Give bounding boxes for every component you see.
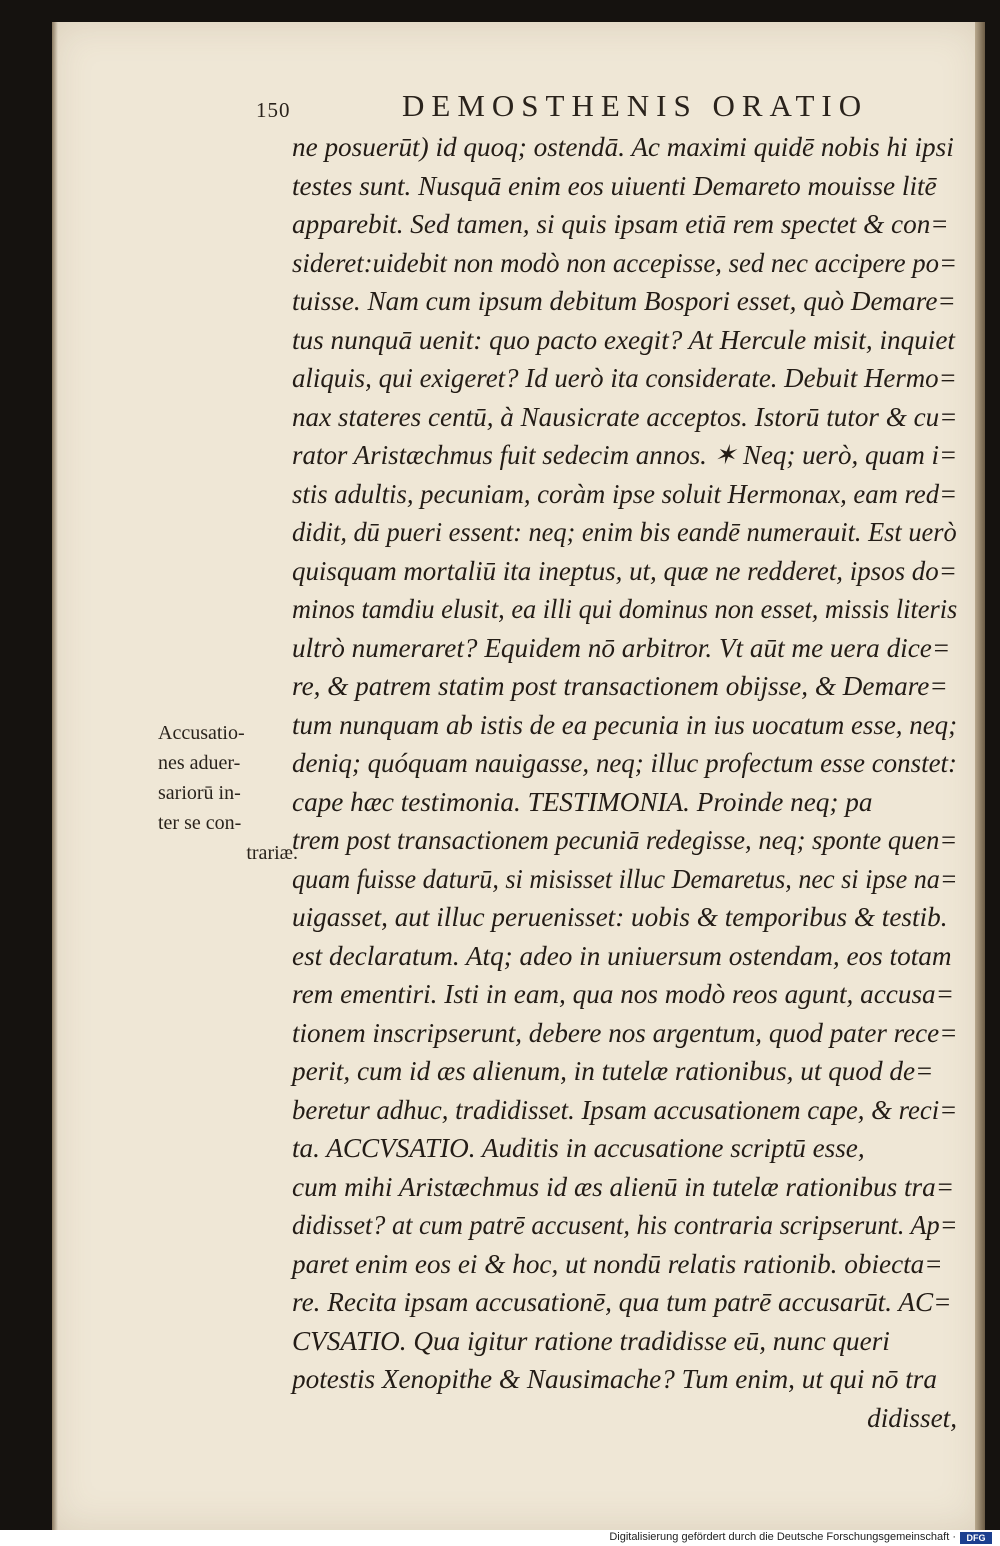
text-line: tionem inscripserunt, debere nos argentum, quod pater rece= (292, 1017, 958, 1048)
text-line: testes sunt. Nusquā enim eos uiuenti Demareto mouisse litē (292, 170, 937, 201)
text-line: est declaratum. Atq; adeo in uniuersum ostendam, eos totam (292, 940, 952, 971)
text-line: tus nunquā uenit: quo pacto exegit? At Hercule misit, inquiet (292, 324, 955, 355)
text-line: tum nunquam ab istis de ea pecunia in ius uocatum esse, neq; (292, 709, 958, 740)
text-line: re, & patrem statim post transactionem obijsse, & Demare= (292, 671, 948, 701)
text-line: deniq; quóquam nauigasse, neq; illuc profectum esse constet: (292, 748, 958, 778)
text-line: rem ementiri. Isti in eam, qua nos modò reos agunt, accusa= (292, 979, 954, 1009)
text-line: apparebit. Sed tamen, si quis ipsam etiā rem spectet & con= (292, 209, 949, 239)
text-line: nax stateres centū, à Nausicrate acceptos. Istorū tutor & cu= (292, 401, 958, 432)
text-line: uigasset, aut illuc peruenisset: uobis & temporibus & testib. (292, 902, 948, 932)
dfg-logo: DFG (960, 1532, 992, 1544)
text-line: quam fuisse daturū, si misisset illuc Demaretus, nec si ipse na= (292, 863, 958, 894)
footer-bar (0, 1530, 1000, 1546)
text-line: CVSATIO. Qua igitur ratione tradidisse eū, nunc queri (292, 1325, 890, 1356)
running-title: DEMOSTHENIS ORATIO (402, 88, 869, 123)
text-line: aliquis, qui exigeret? Id uerò ita considerate. Debuit Hermo= (292, 363, 957, 393)
marginal-note-line: ter se con- (158, 812, 242, 834)
text-line: stis adultis, pecuniam, coràm ipse soluit Hermonax, eam red= (292, 478, 958, 509)
text-line: perit, cum id æs alienum, in tutelæ rationibus, ut quod de= (292, 1056, 934, 1086)
marginal-note-line: Accusatio- (158, 722, 245, 744)
body-text (292, 128, 957, 1437)
text-line: quisquam mortaliū ita ineptus, ut, quæ ne redderet, ipsos do= (292, 555, 957, 586)
text-line: didit, dū pueri essent: neq; enim bis eandē numerauit. Est uerò (292, 517, 957, 547)
text-line: tuisse. Nam cum ipsum debitum Bospori esset, quò Demare= (292, 286, 956, 316)
text-line: ta. ACCVSATIO. Auditis in accusatione scriptū esse, (292, 1133, 865, 1163)
text-line: trem post transactionem pecuniā redegisse, neq; sponte quen= (292, 825, 958, 855)
folio-number: 150 (256, 98, 291, 122)
page-gutter-shadow (52, 22, 58, 1530)
text-line: beretur adhuc, tradidisset. Ipsam accusationem cape, & reci= (292, 1094, 958, 1125)
text-line: cape hæc testimonia. TESTIMONIA. Proinde neq; pa (292, 786, 873, 817)
page-fore-edge (975, 22, 985, 1530)
marginal-note-line: nes aduer- (158, 752, 241, 774)
catchword: didisset, (867, 1402, 957, 1433)
funding-credit: Digitalisierung gefördert durch die Deutsche Forschungsgemeinschaft · (609, 1531, 956, 1543)
text-line: rator Aristæchmus fuit sedecim annos. ✶ Neq; uerò, quam i= (292, 440, 958, 470)
text-line: re. Recita ipsam accusationē, qua tum patrē accusarūt. AC= (292, 1287, 952, 1317)
marginal-note (158, 718, 298, 868)
text-line: potestis Xenopithe & Nausimache? Tum enim, ut qui nō tra (292, 1364, 937, 1394)
text-line: minos tamdiu elusit, ea illi qui dominus non esset, missis literis (292, 594, 958, 624)
text-line: ultrò numeraret? Equidem nō arbitror. Vt aūt me uera dice= (292, 632, 951, 663)
text-line: cum mihi Aristæchmus id æs alienū in tutelæ rationibus tra= (292, 1171, 955, 1202)
marginal-note-line: trariæ. (246, 842, 298, 864)
page-header (256, 88, 956, 128)
text-line: ne posuerūt) id quoq; ostendā. Ac maximi quidē nobis hi ipsi (292, 132, 954, 162)
text-line: sideret:uidebit non modò non accepisse, sed nec accipere po= (292, 247, 957, 278)
marginal-note-line: sariorū in- (158, 782, 241, 804)
text-line: didisset? at cum patrē accusent, his contraria scripserunt. Ap= (292, 1210, 958, 1240)
text-line: paret enim eos ei & hoc, ut nondū relatis rationib. obiecta= (292, 1248, 943, 1279)
